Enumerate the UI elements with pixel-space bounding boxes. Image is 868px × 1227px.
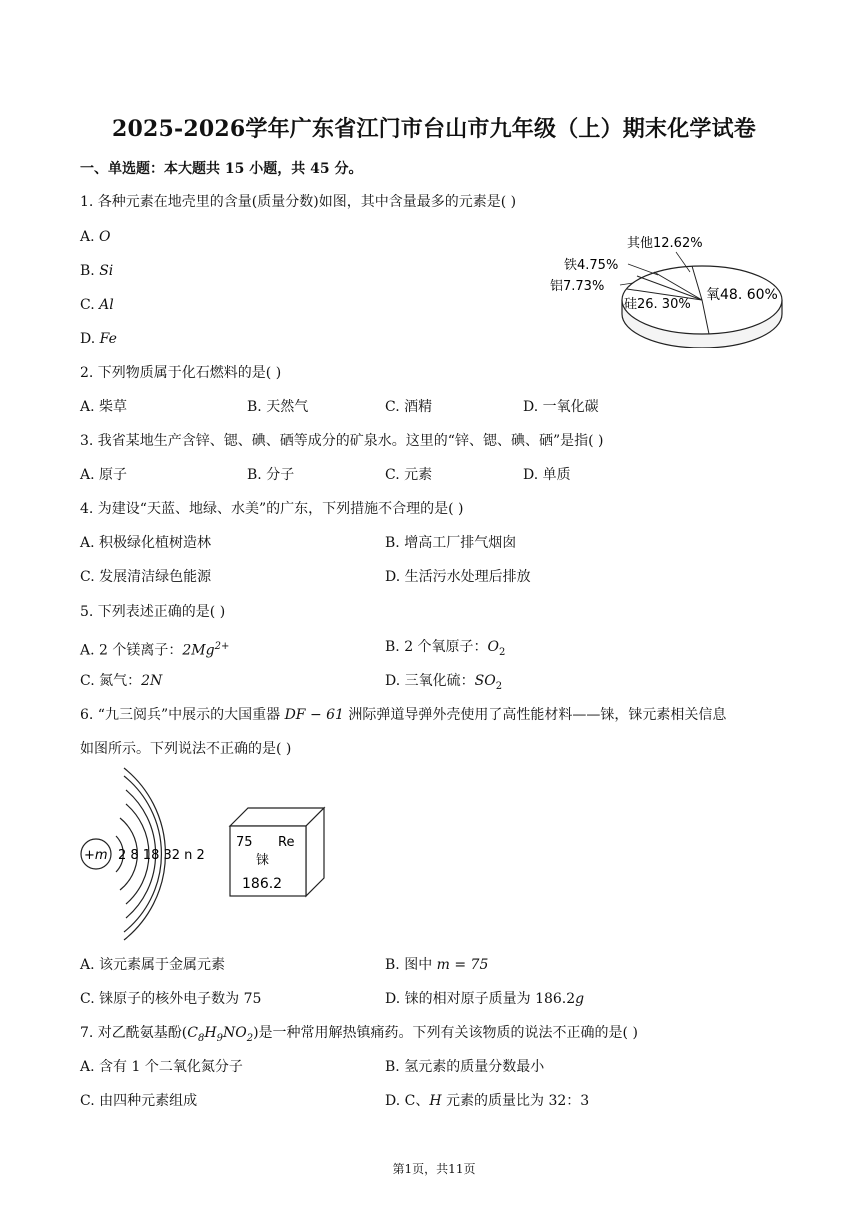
q5-stem: 5. 下列表述正确的是( )	[80, 604, 226, 620]
q6-stem-line2: 如图所示。下列说法不正确的是( )	[80, 741, 292, 757]
leader-fe	[628, 264, 658, 275]
q3-option-c[interactable]: C. 元素	[385, 467, 433, 483]
crust-element-pie-chart	[530, 228, 800, 348]
q6-option-b[interactable]: B. 图中 m = 75	[385, 957, 489, 973]
q4-option-a[interactable]: A. 积极绿化植树造林	[80, 535, 212, 551]
q6-option-d[interactable]: D. 铼的相对原子质量为 186.2g	[385, 991, 585, 1007]
q5-option-d[interactable]: D. 三氧化硫：$SO_2$	[385, 673, 503, 692]
rhenium-element-card	[228, 802, 328, 902]
q6-option-c[interactable]: C. 铼原子的核外电子数为 75	[80, 991, 262, 1007]
q5-option-b[interactable]: B. 2 个氧原子：$O_2$	[385, 639, 506, 658]
nucleus-label: +m	[84, 848, 108, 863]
q3-option-b[interactable]: B. 分子	[247, 467, 295, 483]
section-heading: 一、单选题：本大题共 15 小题，共 45 分。	[80, 161, 363, 177]
q1-option-d[interactable]: D. Fe	[80, 331, 117, 347]
q7-option-b[interactable]: B. 氢元素的质量分数最小	[385, 1059, 545, 1075]
q1-stem: 1. 各种元素在地壳里的含量(质量分数)如图，其中含量最多的元素是( )	[80, 194, 517, 210]
label-al: 铝7.73%	[550, 279, 605, 294]
q2-option-d[interactable]: D. 一氧化碳	[523, 399, 599, 415]
element-symbol: Re	[278, 835, 295, 850]
q3-stem: 3. 我省某地生产含锌、锶、碘、硒等成分的矿泉水。这里的“锌、锶、碘、硒”是指( )	[80, 433, 604, 449]
atomic-number: 75	[236, 835, 253, 850]
q2-option-b[interactable]: B. 天然气	[247, 399, 309, 415]
q4-option-d[interactable]: D. 生活污水处理后排放	[385, 569, 531, 585]
q2-option-a[interactable]: A. 柴草	[80, 399, 128, 415]
page-title: 2025-2026学年广东省江门市台山市九年级（上）期末化学试卷	[112, 116, 756, 142]
q4-stem: 4. 为建设“天蓝、地绿、水美”的广东，下列措施不合理的是( )	[80, 501, 464, 517]
q1-option-b[interactable]: B. Si	[80, 263, 114, 279]
q1-option-a[interactable]: A. O	[80, 229, 111, 245]
q2-stem: 2. 下列物质属于化石燃料的是( )	[80, 365, 282, 381]
q6-option-a[interactable]: A. 该元素属于金属元素	[80, 957, 226, 973]
shell-electrons: 2 8 18 32 n 2	[118, 848, 205, 863]
label-o: 氧48. 60%	[706, 287, 778, 303]
label-fe: 铁4.75%	[564, 258, 619, 273]
q7-formula: $C_8H_9NO_2$	[187, 1025, 254, 1044]
element-name: 铼	[256, 853, 270, 868]
label-si: 硅26. 30%	[624, 297, 691, 312]
q4-option-b[interactable]: B. 增高工厂排气烟囱	[385, 535, 517, 551]
q3-option-a[interactable]: A. 原子	[80, 467, 128, 483]
q3-option-d[interactable]: D. 单质	[523, 467, 571, 483]
atomic-mass: 186.2	[242, 876, 283, 892]
q6-stem-line1: 6. “九三阅兵”中展示的大国重器 DF − 61 洲际弹道导弹外壳使用了高性能材料——铼，铼元素相关信息	[80, 707, 727, 723]
q7-option-d[interactable]: D. C、H 元素的质量比为 32：3	[385, 1093, 590, 1109]
page-footer: 第1页，共11页	[392, 1162, 476, 1176]
q7-option-c[interactable]: C. 由四种元素组成	[80, 1093, 198, 1109]
q5-option-c[interactable]: C. 氮气：2N	[80, 673, 163, 689]
q4-option-c[interactable]: C. 发展清洁绿色能源	[80, 569, 212, 585]
q7-option-a[interactable]: A. 含有 1 个二氧化氮分子	[80, 1059, 243, 1075]
rhenium-atom-diagram	[76, 766, 216, 946]
q2-option-c[interactable]: C. 酒精	[385, 399, 433, 415]
q5-option-a[interactable]: A. 2 个镁离子：$2Mg^{2+}$	[80, 641, 230, 659]
label-other: 其他12.62%	[627, 236, 703, 251]
q1-option-c[interactable]: C. Al	[80, 297, 114, 313]
q7-stem: 7. 对乙酰氨基酚$(C_8H_9NO_2)$是一种常用解热镇痛药。下列有关该物质的说法不正确的是( )	[80, 1025, 638, 1044]
